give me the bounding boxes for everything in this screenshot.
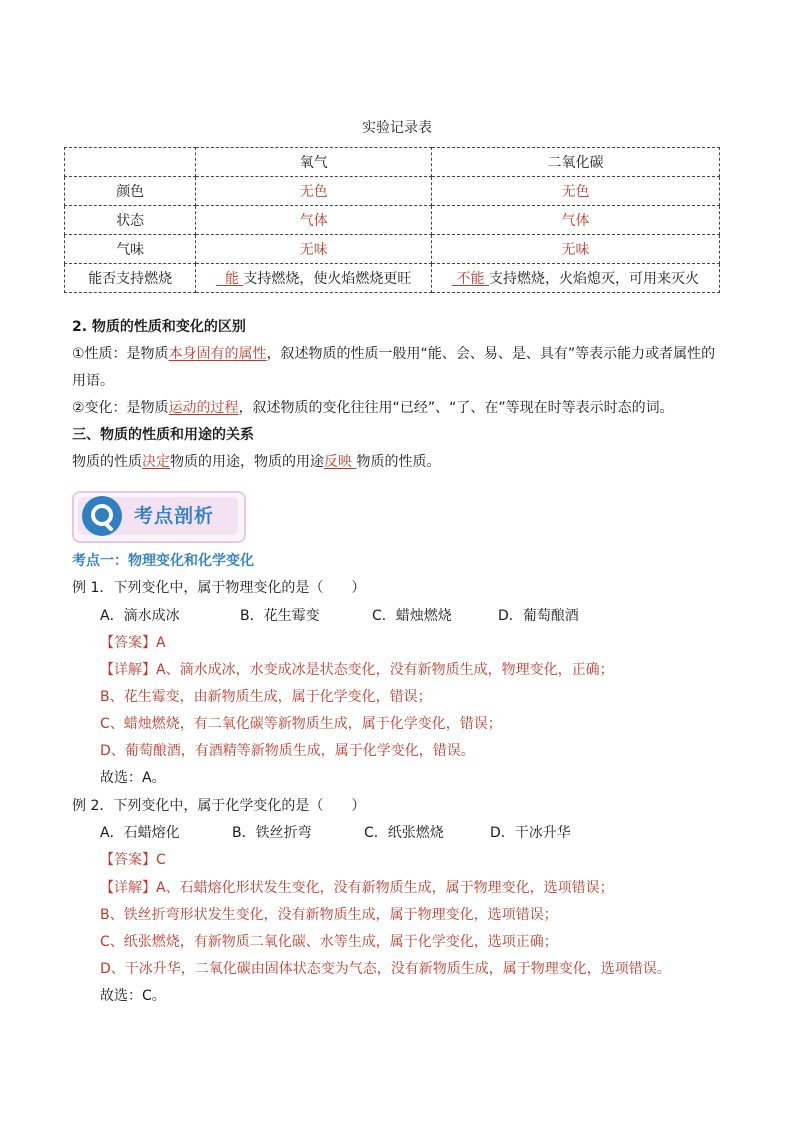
magnifier-icon xyxy=(82,496,122,536)
table-title: 实验记录表 xyxy=(362,120,432,136)
co2-value: 无味 xyxy=(432,235,720,264)
row-label: 能否支持燃烧 xyxy=(65,264,196,293)
option-d: D．干冰升华 xyxy=(490,825,571,841)
detail-line: 【详解】A、石蜡熔化形状发生变化，没有新物质生成，属于物理变化，选项错误； xyxy=(100,880,614,896)
oxygen-value: 无色 xyxy=(196,177,432,206)
topic-heading: 考点一：物理变化和化学变化 xyxy=(72,553,254,569)
paragraph-change: ②变化：是物质运动的过程，叙述物质的变化往往用“已经”、“了、在”等现在时等表示时态的词。 xyxy=(72,400,674,416)
oxygen-value: 气体 xyxy=(196,206,432,235)
co2-combustion-cell xyxy=(432,264,720,293)
header-cell-co2: 二氧化碳 xyxy=(432,148,720,177)
key-term: 本身固有的属性 xyxy=(168,346,267,362)
co2-value: 气体 xyxy=(432,206,720,235)
paragraph-relation: 物质的性质决定物质的用途，物质的用途反映 物质的性质。 xyxy=(72,454,441,470)
row-label: 气味 xyxy=(65,235,196,264)
oxygen-combustion-text: 支持燃烧，使火焰燃烧更旺 xyxy=(243,271,412,287)
oxygen-combustion-cell xyxy=(196,264,432,293)
detail-line: D、干冰升华，二氧化碳由固体状态变为气态，没有新物质生成，属于物理变化，选项错误。 xyxy=(100,961,671,977)
choice-line: 故选：A。 xyxy=(100,770,166,786)
answer-line: 【答案】A xyxy=(100,635,166,651)
key-term: 运动的过程 xyxy=(168,400,239,416)
question-stem: 例 1．下列变化中，属于物理变化的是（ ） xyxy=(72,580,366,596)
detail-line: D、葡萄酿酒，有酒精等新物质生成，属于化学变化，错误。 xyxy=(100,743,475,759)
key-term: 决定 xyxy=(142,454,170,470)
option-d: D．葡萄酿酒 xyxy=(498,608,579,624)
option-a: A．石蜡熔化 xyxy=(100,825,180,841)
row-label: 状态 xyxy=(65,206,196,235)
table-row xyxy=(65,206,720,235)
table-row xyxy=(65,177,720,206)
detail-line: C、纸张燃烧，有新物质二氧化碳、水等生成，属于化学变化，选项正确； xyxy=(100,934,558,950)
detail-line: C、蜡烛燃烧，有二氧化碳等新物质生成，属于化学变化，错误； xyxy=(100,716,502,732)
option-b: B．铁丝折弯 xyxy=(232,825,312,841)
option-b: B．花生霉变 xyxy=(240,608,320,624)
section-banner xyxy=(72,491,244,541)
header-cell-empty xyxy=(65,148,196,177)
fill-blank-answer: 不能 xyxy=(456,271,485,287)
section-heading: 三、物质的性质和用途的关系 xyxy=(72,427,254,443)
answer-line: 【答案】C xyxy=(100,852,166,868)
question-stem: 例 2．下列变化中，属于化学变化的是（ ） xyxy=(72,798,366,814)
key-term: 反映 xyxy=(324,454,352,470)
co2-combustion-text: 支持燃烧，火焰熄灭，可用来灭火 xyxy=(489,271,699,287)
oxygen-value: 无味 xyxy=(196,235,432,264)
paragraph-property: ①性质：是物质本身固有的属性，叙述物质的性质一般用“能、会、易、是、具有”等表示能力或者属性的 xyxy=(72,346,716,362)
banner-label: 考点剖析 xyxy=(134,505,215,527)
detail-line: B、铁丝折弯形状发生变化，没有新物质生成，属于物理变化，选项错误； xyxy=(100,907,558,923)
option-c: C．蜡烛燃烧 xyxy=(372,608,452,624)
header-cell-oxygen: 氧气 xyxy=(196,148,432,177)
experiment-record-table xyxy=(64,147,720,293)
row-label: 颜色 xyxy=(65,177,196,206)
option-a: A．滴水成冰 xyxy=(100,608,180,624)
co2-value: 无色 xyxy=(432,177,720,206)
paragraph-property-cont: 用语。 xyxy=(72,373,114,389)
table-row xyxy=(65,235,720,264)
table-header-row xyxy=(65,148,720,177)
choice-line: 故选：C。 xyxy=(100,988,166,1004)
fill-blank-answer: 能 xyxy=(224,271,239,287)
detail-line: B、花生霉变，由新物质生成，属于化学变化，错误； xyxy=(100,689,432,705)
option-c: C．纸张燃烧 xyxy=(364,825,444,841)
detail-line: 【详解】A、滴水成冰，水变成冰是状态变化，没有新物质生成，物理变化，正确； xyxy=(100,662,614,678)
table-row xyxy=(65,264,720,293)
section-heading: 2. 物质的性质和变化的区别 xyxy=(72,319,246,335)
